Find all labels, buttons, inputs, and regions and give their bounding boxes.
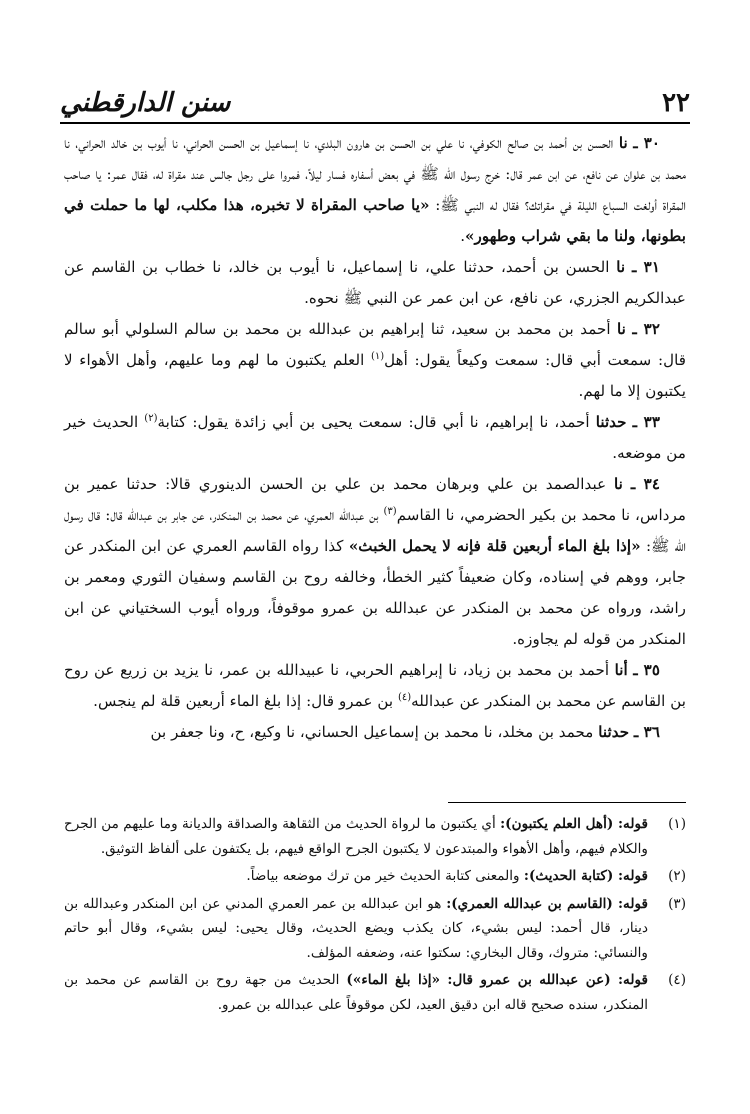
narration-keyword: حدثنا (595, 413, 627, 431)
footnote-item (64, 812, 686, 861)
hadith-text: الحسن بن أحمد، حدثنا علي، نا إسماعيل، نا أيوب بن خالد، نا خطاب بن القاسم عن عبدالكريم الجزري، عن نافع، عن ابن عمر عن النبي ﷺ نحوه. (64, 258, 686, 307)
hadith-number: ٣٢ ـ (632, 320, 660, 338)
hadith-text: أحمد بن محمد بن سعيد، ثنا إبراهيم بن عبدالله بن محمد بن سالم السلولي أبو سالم قال: سمعت أبي قال: سمعت وكيعاً يقول: أهل (64, 320, 686, 369)
narration-keyword: نا (618, 134, 628, 152)
book-title: سنن الدارقطني (60, 88, 231, 118)
hadith-number: ٣٣ ـ (632, 413, 660, 431)
footnotes-section (64, 812, 686, 1020)
hadith-matn: «إذا بلغ الماء أربعين قلة فإنه لا يحمل الخبث» (348, 537, 641, 555)
hadith-text: بن عبدالله العمري، عن محمد بن المنكدر، عن جابر بن عبدالله قال: قال رسول الله ﷺ: (64, 506, 687, 555)
hadith-text: محمد بن مخلد، نا محمد بن إسماعيل الحساني، نا وكيع، ح، ونا جعفر بن (150, 723, 594, 741)
hadith-text: أحمد بن محمد بن زياد، نا إبراهيم الحربي، نا عبيدالله بن عمر، نا يزيد بن زريع عن روح بن القاسم عن محمد بن المنكدر عن عبدالله (64, 661, 686, 710)
footnote-item (64, 968, 686, 1017)
footnote-divider (448, 802, 686, 803)
hadith-text: . (460, 227, 466, 245)
footnote-text: أي يكتبون ما لرواة الحديث من الثقاهة والصداقة والديانة وما عليهم من الجرح والكلام فيهم، وأهل الأهواء والمبتدعون لا يكتبون الجرح الواقع فيهم، بل يكتفون على ألفاظ التوثيق. (64, 816, 648, 857)
footnote-body (64, 892, 648, 966)
page-number: ٢٢ (662, 88, 690, 118)
footnote-ref[interactable]: (١) (370, 350, 385, 362)
hadith-number: ٣٠ ـ (633, 134, 661, 152)
hadith-number: ٣٦ ـ (633, 723, 660, 741)
hadith-text: عبدالصمد بن علي وبرهان محمد بن علي بن الحسن الدينوري قالا: حدثنا عمير بن مرداس، نا محمد بن بكير الحضرمي، نا القاسم (64, 475, 686, 524)
hadith-text: الحسن بن أحمد بن صالح الكوفي، نا علي بن الحسن بن هارون البلدي، نا إسماعيل بن الحسن الحراني، نا أيوب بن خالد الحراني، نا محمد بن علوان عن نافع، عن ابن عمر قال: خرج رسول الله ﷺ في بعض أسفاره فسار ليلاً، فمروا على رجل جالس عند مقراة له، فقال عمر: يا صاحب المقراة أولغت السباع الليلة في مقراتك؟ فقال له النبي ﷺ: (64, 134, 686, 214)
hadith-number: ٣٤ ـ (630, 475, 660, 493)
hadith-number: ٣١ ـ (631, 258, 660, 276)
narration-keyword: نا (614, 475, 623, 493)
footnote-body (64, 864, 648, 889)
hadith-text: بن عمرو قال: إذا بلغ الماء أربعين قلة لم ينجس. (93, 692, 398, 710)
footnote-marker: (١) (668, 816, 686, 832)
footnote-marker: (٤) (668, 972, 686, 988)
footnote-ref[interactable]: (٤) (397, 691, 412, 703)
footnote-body (64, 968, 648, 1017)
footnote-item (64, 864, 686, 889)
footnote-text: الحديث من جهة روح بن القاسم عن محمد بن المنكدر، سنده صحيح قاله ابن دقيق العيد، لكن موقوفاً على عبدالله بن عمرو. (64, 972, 648, 1013)
footnote-body (64, 812, 648, 861)
main-text (64, 128, 686, 748)
hadith-text: الحديث خير من موضعه. (64, 413, 686, 462)
footnote-label: قوله: (القاسم بن عبدالله العمري): (446, 895, 648, 912)
footnote-label: قوله: (عن عبدالله بن عمرو قال: «إذا بلغ الماء») (346, 972, 648, 988)
narration-keyword: أنا (614, 661, 628, 679)
hadith-31 (64, 252, 686, 314)
hadith-number: ٣٥ ـ (633, 661, 660, 679)
hadith-matn: «يا صاحب المقراة لا تخبره، هذا مكلب، لها ما حملت في بطونها، ولنا ما بقي شراب وطهور» (64, 196, 686, 245)
narration-keyword: نا (617, 320, 626, 338)
page-header (60, 68, 690, 118)
footnote-label: قوله: (كتابة الحديث): (523, 868, 648, 884)
hadith-30 (64, 128, 686, 252)
footnote-text: هو ابن عبدالله بن عمر العمري المدني عن ابن المنكدر وعبدالله بن دينار، قال أحمد: ليس بشيء، كان يكذب ويضع الحديث، وقال يحيى: ليس بشيء، وقال أبو حاتم والنسائي: متروك، وقال البخاري: سكتوا عنه، وضعفه المؤلف. (64, 895, 648, 961)
hadith-text: كذا رواه القاسم العمري عن ابن المنكدر عن جابر، ووهم في إسناده، وكان ضعيفاً كثير الخطأ، وخالفه روح بن القاسم وسفيان الثوري ومعمر بن راشد، ورواه عن محمد بن المنكدر عن عبدالله بن عمرو موقوفاً، ورواه أيوب السختياني عن ابن المنكدر من قوله لم يجاوزه. (64, 537, 686, 648)
footnote-label: قوله: (أهل العلم يكتبون): (500, 816, 649, 832)
footnote-marker: (٣) (668, 895, 686, 912)
footnote-item (64, 892, 686, 966)
hadith-33 (64, 407, 686, 469)
footnote-text: والمعنى كتابة الحديث خير من ترك موضعه بياضاً. (246, 868, 524, 884)
header-divider (60, 122, 690, 124)
footnote-marker: (٢) (668, 868, 686, 884)
hadith-text: العلم يكتبون ما لهم وما عليهم، وأهل الأهواء لا يكتبون إلا ما لهم. (64, 351, 686, 400)
hadith-34 (64, 469, 686, 655)
hadith-text: أحمد، نا إبراهيم، نا أبي قال: سمعت يحيى بن أبي زائدة يقول: كتابة (157, 413, 590, 431)
footnote-ref[interactable]: (٣) (383, 505, 397, 517)
hadith-36 (64, 717, 686, 748)
hadith-32 (64, 314, 686, 407)
hadith-35 (64, 655, 686, 717)
narration-keyword: نا (616, 258, 626, 276)
footnote-ref[interactable]: (٢) (144, 412, 158, 424)
narration-keyword: حدثنا (598, 723, 630, 741)
